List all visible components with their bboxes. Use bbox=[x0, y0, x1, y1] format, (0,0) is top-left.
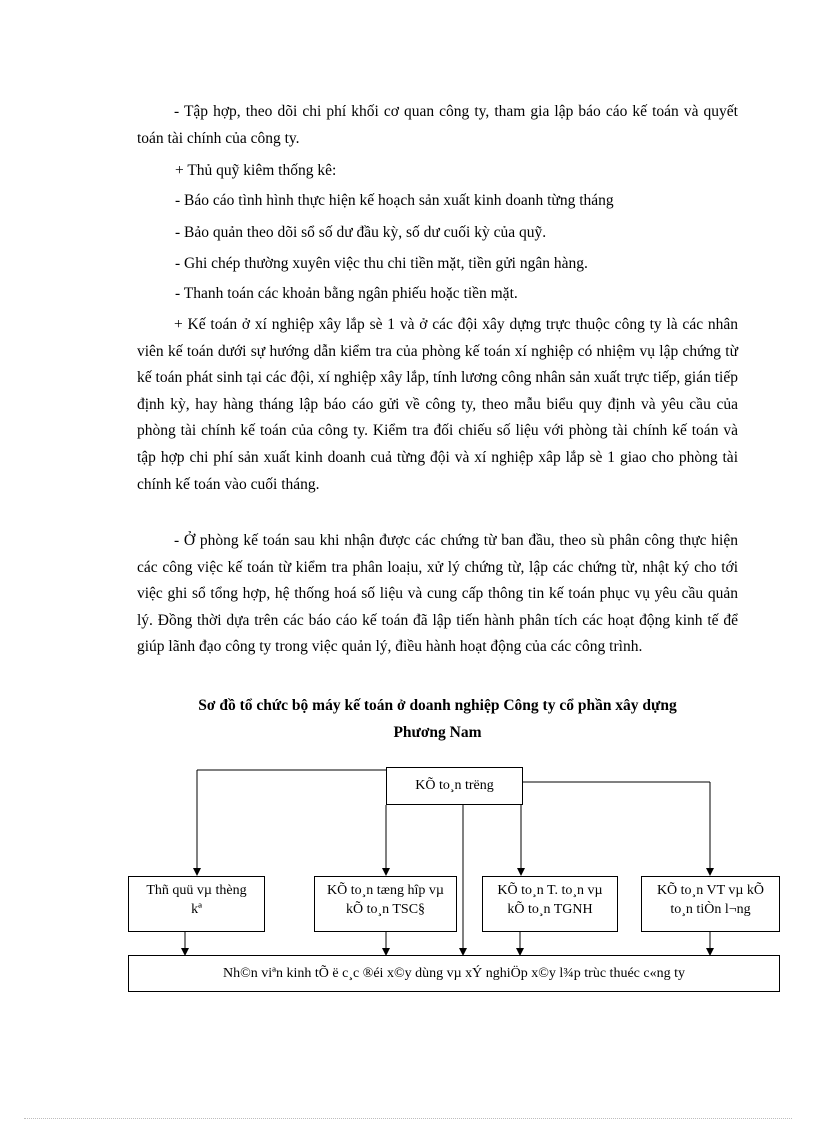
paragraph-ke-toan-xi-nghiep: + Kế toán ở xí nghiệp xây lắp sè 1 và ở các đội xây dựng trực thuộc công ty là các nhân viên kế toán dưới sự hướng dẫn kiểm tra của phòng kế toán xí nghiệp có nhiệm vụ lập chứng từ kế toán phát sinh tại các đội, xí nghiệp xây lắp, tính lương công nhân sản xuất trực tiếp, gián tiếp định kỳ, hay hàng tháng lập báo cáo gửi về công ty, theo mẫu biểu quy định và yêu cầu của phòng tài chính kế toán của công ty. Kiểm tra đối chiếu số liệu với phòng tài chính kế toán và tập hợp chi phí sản xuất kinh doanh cuả từng đội và xí nghiệp xâp lắp sè 1 giao cho phòng tài chính kế toán vào cuối tháng. bbox=[137, 316, 738, 493]
org-box-label: KÕ to¸n T. to¸n vµ kÕ to¸n TGNH bbox=[497, 883, 603, 917]
org-box-label: KÕ to¸n tæng hîp vµ kÕ to¸n TSC§ bbox=[327, 883, 444, 917]
list-item: - Báo cáo tình hình thực hiện kế hoạch sản xuất kinh doanh từng tháng bbox=[175, 192, 614, 209]
list-item: - Thanh toán các khoản bằng ngân phiếu hoặc tiền mặt. bbox=[175, 285, 518, 302]
org-box-label: KÕ to¸n trëng bbox=[415, 778, 494, 793]
heading-thu-quy: + Thủ quỹ kiêm thống kê: bbox=[175, 162, 337, 179]
org-box-ke-toan-vat-tu bbox=[641, 876, 780, 932]
org-box-label: Thñ quü vµ thèng kª bbox=[146, 883, 247, 917]
org-box-thu-quy bbox=[128, 876, 265, 932]
diagram-title-line1: Sơ đồ tổ chức bộ máy kế toán ở doanh nghiệp Công ty cổ phần xây dựng bbox=[198, 697, 677, 714]
diagram-title-line2: Phương Nam bbox=[393, 724, 482, 741]
org-box-ke-toan-thanh-toan bbox=[482, 876, 618, 932]
org-box-label: Nh©n viªn kinh tÕ ë c¸c ®éi x©y dùng vµ xÝ nghiÖp x©y l¾p trùc thuéc c«ng ty bbox=[223, 966, 685, 981]
org-box-ke-toan-truong bbox=[386, 767, 523, 805]
paragraph-tap-hop: - Tập hợp, theo dõi chi phí khối cơ quan công ty, tham gia lập báo cáo kế toán và quyết toán tài chính của công ty. bbox=[137, 103, 738, 147]
paragraph-phong-ke-toan: - Ở phòng kế toán sau khi nhận được các chứng từ ban đầu, theo sù phân công thực hiện các công việc kế toán từ kiểm tra phân loaịu, xử lý chứng từ, lập các chứng từ, nhật ký cho tới việc ghi sổ tổng hợp, hệ thống hoá số liệu và cung cấp thông tin kế toán phục vụ yêu cầu quản lý. Đồng thời dựa trên các báo cáo kế toán đã lập tiến hành phân tích các hoạt động kinh tế để giúp lãnh đạo công ty trong việc quản lý, điều hành hoạt động của các công trình. bbox=[137, 532, 738, 656]
org-box-ke-toan-tong-hop bbox=[314, 876, 457, 932]
list-item: - Bảo quản theo dõi sổ số dư đầu kỳ, số dư cuối kỳ của quỹ. bbox=[175, 224, 547, 241]
org-box-nhan-vien-kinh-te bbox=[128, 955, 780, 992]
page-footer-divider bbox=[24, 1118, 792, 1119]
list-item: - Ghi chép thường xuyên việc thu chi tiền mặt, tiền gửi ngân hàng. bbox=[175, 255, 588, 272]
org-box-label: KÕ to¸n VT vµ kÕ to¸n tiÒn l¬ng bbox=[656, 883, 765, 917]
